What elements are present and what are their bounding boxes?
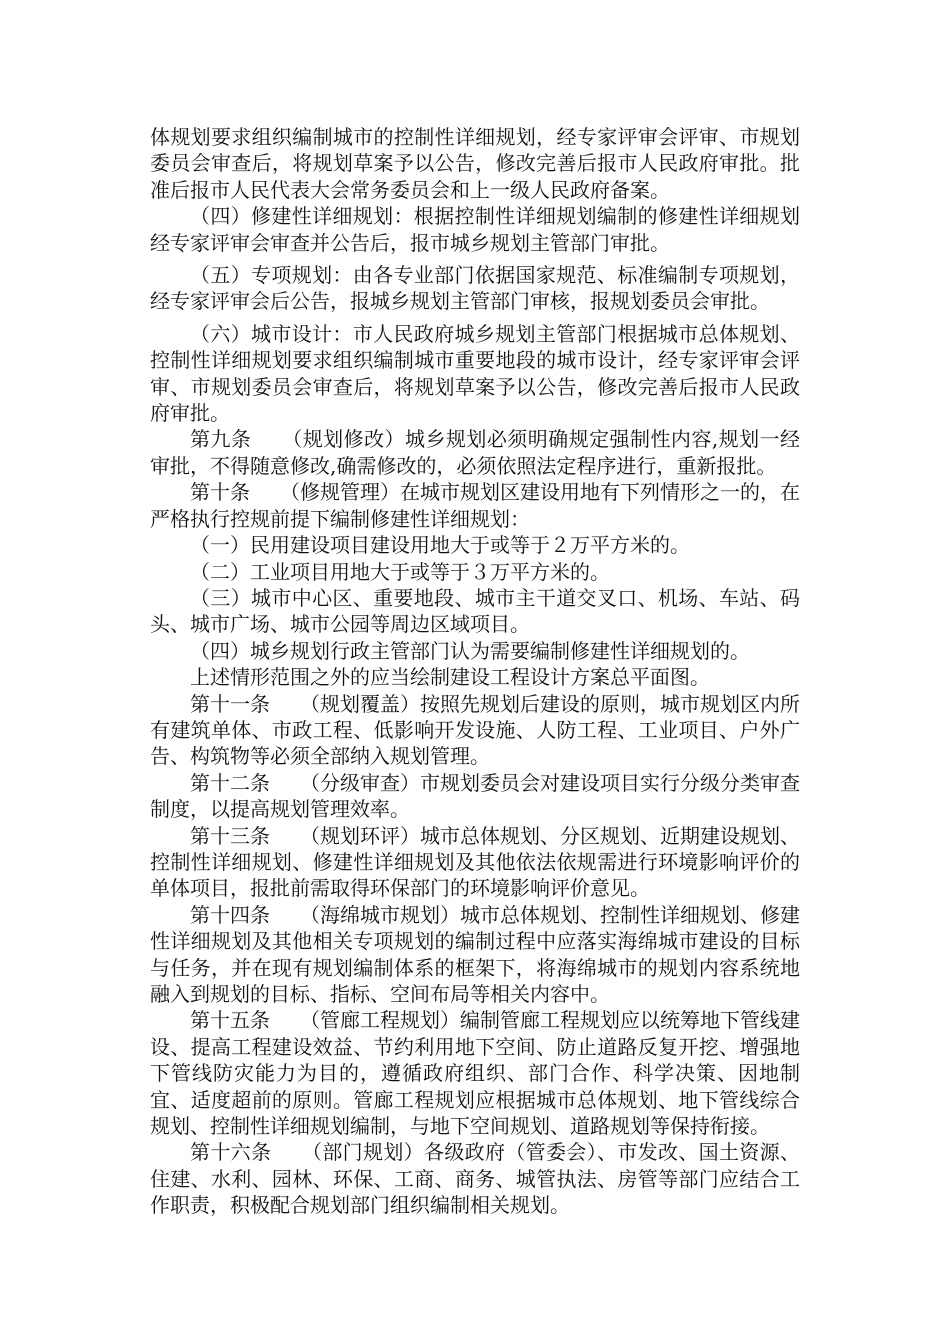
paragraph-11: 上述情形范围之外的应当绘制建设工程设计方案总平面图。: [190, 665, 710, 690]
paragraph-15: 第十四条 （海绵城市规划）城市总体规划、控制性详细规划、修建性详细规划及其他相关专项规划的编制过程中应落实海绵城市建设的目标与任务，并在现有规划编制体系的框架下，将海绵城市的规划内容系统地融入到规划的目标、指标、空间布局等相关内容中。: [150, 902, 800, 1006]
paragraph-7: （一）民用建设项目建设用地大于或等于２万平方米的。: [190, 533, 690, 558]
paragraph-6: 第十条 （修规管理）在城市规划区建设用地有下列情形之一的，在严格执行控规前提下编制修建性详细规划：: [150, 480, 800, 531]
paragraph-9: （三）城市中心区、重要地段、城市主干道交叉口、机场、车站、码头、城市广场、城市公园等周边区域项目。: [150, 585, 800, 637]
paragraph-10: （四）城乡规划行政主管部门认为需要编制修建性详细规划的。: [190, 638, 750, 663]
paragraph-5: 第九条 （规划修改）城乡规划必须明确规定强制性内容,规划一经审批，不得随意修改,确需修改的，必须依照法定程序进行，重新报批。: [150, 427, 800, 478]
paragraph-4: （六）城市设计：市人民政府城乡规划主管部门根据城市总体规划、控制性详细规划要求组织编制城市重要地段的城市设计，经专家评审会评审、市规划委员会审查后，将规划草案予以公告，修改完善后报市人民政府审批。: [150, 321, 800, 426]
paragraph-8: （二）工业项目用地大于或等于３万平方米的。: [190, 559, 610, 584]
paragraph-13: 第十二条 （分级审查）市规划委员会对建设项目实行分级分类审查制度，以提高规划管理效率。: [150, 770, 800, 822]
paragraph-2: （四）修建性详细规划：根据控制性详细规划编制的修建性详细规划经专家评审会审查并公告后，报市城乡规划主管部门审批。: [150, 204, 800, 255]
paragraph-17: 第十六条 （部门规划）各级政府（管委会）、市发改、国土资源、住建、水利、园林、环保、工商、商务、城管执法、房管等部门应结合工作职责，积极配合规划部门组织编制相关规划。: [150, 1140, 800, 1218]
paragraph-16: 第十五条 （管廊工程规划）编制管廊工程规划应以统筹地下管线建设、提高工程建设效益、节约利用地下空间、防止道路反复开挖、增强地下管线防灾能力为目的，遵循政府组织、部门合作、科学决策、因地制宜、适度超前的原则。管廊工程规划应根据城市总体规划、地下管线综合规划、控制性详细规划编制，与地下空间规划、道路规划等保持衔接。: [150, 1008, 800, 1139]
paragraph-3: （五）专项规划：由各专业部门依据国家规范、标准编制专项规划，经专家评审会后公告，报城乡规划主管部门审核，报规划委员会审批。: [150, 263, 800, 314]
paragraph-12: 第十一条 （规划覆盖）按照先规划后建设的原则，城市规划区内所有建筑单体、市政工程、低影响开发设施、人防工程、工业项目、户外广告、构筑物等必须全部纳入规划管理。: [150, 691, 800, 769]
paragraph-14: 第十三条 （规划环评）城市总体规划、分区规划、近期建设规划、控制性详细规划、修建性详细规划及其他依法依规需进行环境影响评价的单体项目，报批前需取得环保部门的环境影响评价意见。: [150, 823, 800, 901]
paragraph-1: 体规划要求组织编制城市的控制性详细规划，经专家评审会评审、市规划委员会审查后，将规划草案予以公告，修改完善后报市人民政府审批。批准后报市人民代表大会常务委员会和上一级人民政府备案。: [150, 125, 800, 202]
document-body: [150, 124, 800, 1219]
